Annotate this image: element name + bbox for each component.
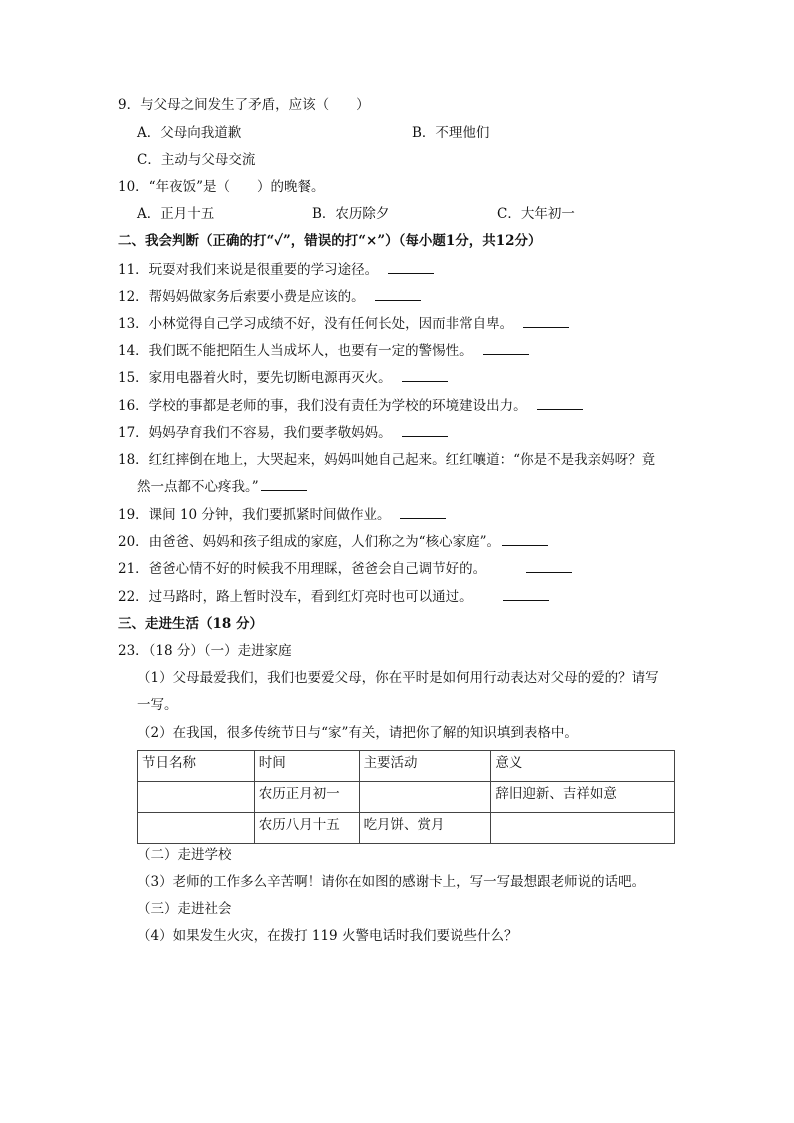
section3-title: 三、走进生活（18 分） — [118, 616, 263, 632]
q23-stem: 23．（18 分）（一）走进家庭 — [118, 643, 292, 659]
table-cell[interactable] — [138, 782, 255, 813]
table-cell: 吃月饼、赏月 — [359, 813, 491, 844]
judge-item: 15．家用电器着火时，要先切断电源再灭火。 — [118, 369, 448, 387]
table-header-cell: 主要活动 — [359, 751, 491, 782]
table-cell[interactable] — [138, 813, 255, 844]
answer-blank[interactable] — [261, 478, 307, 491]
judge-item: 11．玩耍对我们来说是很重要的学习途径。 — [118, 261, 434, 279]
q23-part4: （4）如果发生火灾，在拨打 119 火警电话时我们要说些什么？ — [137, 928, 518, 944]
judge-item: 13．小林觉得自己学习成绩不好，没有任何长处，因而非常自卑。 — [118, 315, 569, 333]
answer-blank[interactable] — [402, 424, 448, 437]
answer-blank[interactable] — [503, 588, 549, 601]
table-header-cell: 意义 — [491, 751, 675, 782]
table-header-cell: 时间 — [254, 751, 359, 782]
answer-blank[interactable] — [523, 315, 569, 328]
answer-blank[interactable] — [483, 342, 529, 355]
festival-table — [137, 750, 675, 844]
answer-blank[interactable] — [375, 288, 421, 301]
judge-item: 16．学校的事都是老师的事，我们没有责任为学校的环境建设出力。 — [118, 397, 583, 415]
answer-blank[interactable] — [400, 506, 446, 519]
table-cell[interactable] — [359, 782, 491, 813]
q23-section-school: （二）走进学校 — [137, 847, 232, 863]
q10-option-c: C．大年初一 — [497, 206, 575, 222]
judge-item-18-line2: 然一点都不心疼我。” — [137, 478, 307, 496]
table-cell: 辞旧迎新、吉祥如意 — [491, 782, 675, 813]
q9-option-c: C．主动与父母交流 — [137, 152, 256, 168]
q23-part1-line2: 一写。 — [137, 697, 178, 713]
judge-item: 22．过马路时，路上暂时没车，看到红灯亮时也可以通过。 — [118, 588, 549, 606]
q10-option-b: B．农历除夕 — [312, 206, 390, 222]
judge-item-18-line1: 18．红红摔倒在地上，大哭起来，妈妈叫她自己起来。红红嚷道：“你是不是我亲妈呀？竟 — [118, 452, 656, 468]
answer-blank[interactable] — [502, 533, 548, 546]
table-cell: 农历八月十五 — [254, 813, 359, 844]
judge-item: 17．妈妈孕育我们不容易，我们要孝敬妈妈。 — [118, 424, 448, 442]
q10-option-a: A．正月十五 — [137, 206, 215, 222]
table-cell[interactable] — [491, 813, 675, 844]
q23-section-society: （三）走进社会 — [137, 901, 232, 917]
answer-blank[interactable] — [526, 560, 572, 573]
section2-title: 二、我会判断（正确的打“✓”，错误的打“×”）（每小题1分，共12分） — [118, 233, 542, 249]
q9-stem: 9．与父母之间发生了矛盾，应该（ ） — [118, 97, 370, 113]
table-cell: 农历正月初一 — [254, 782, 359, 813]
judge-item: 20．由爸爸、妈妈和孩子组成的家庭，人们称之为“核心家庭”。 — [118, 533, 548, 551]
q23-part1-line1: （1）父母最爱我们，我们也要爱父母，你在平时是如何用行动表达对父母的爱的？请写 — [137, 670, 659, 686]
table-header-row — [138, 751, 675, 782]
answer-blank[interactable] — [388, 261, 434, 274]
judge-item: 12．帮妈妈做家务后索要小费是应该的。 — [118, 288, 421, 306]
q9-option-a: A．父母向我道歉 — [137, 125, 242, 141]
answer-blank[interactable] — [537, 397, 583, 410]
q9-option-b: B．不理他们 — [412, 125, 490, 141]
q10-stem: 10．“年夜饭”是（ ）的晚餐。 — [118, 179, 325, 195]
judge-item: 14．我们既不能把陌生人当成坏人，也要有一定的警惕性。 — [118, 342, 529, 360]
table-header-cell: 节日名称 — [138, 751, 255, 782]
table-row — [138, 782, 675, 813]
judge-item: 19．课间 10 分钟，我们要抓紧时间做作业。 — [118, 506, 446, 524]
q23-part2: （2）在我国，很多传统节日与“家”有关，请把你了解的知识填到表格中。 — [137, 725, 578, 741]
answer-blank[interactable] — [402, 369, 448, 382]
table-row — [138, 813, 675, 844]
judge-item: 21．爸爸心情不好的时候我不用理睬，爸爸会自己调节好的。 — [118, 560, 572, 578]
q23-part3: （3）老师的工作多么辛苦啊！请你在如图的感谢卡上，写一写最想跟老师说的话吧。 — [137, 874, 646, 890]
